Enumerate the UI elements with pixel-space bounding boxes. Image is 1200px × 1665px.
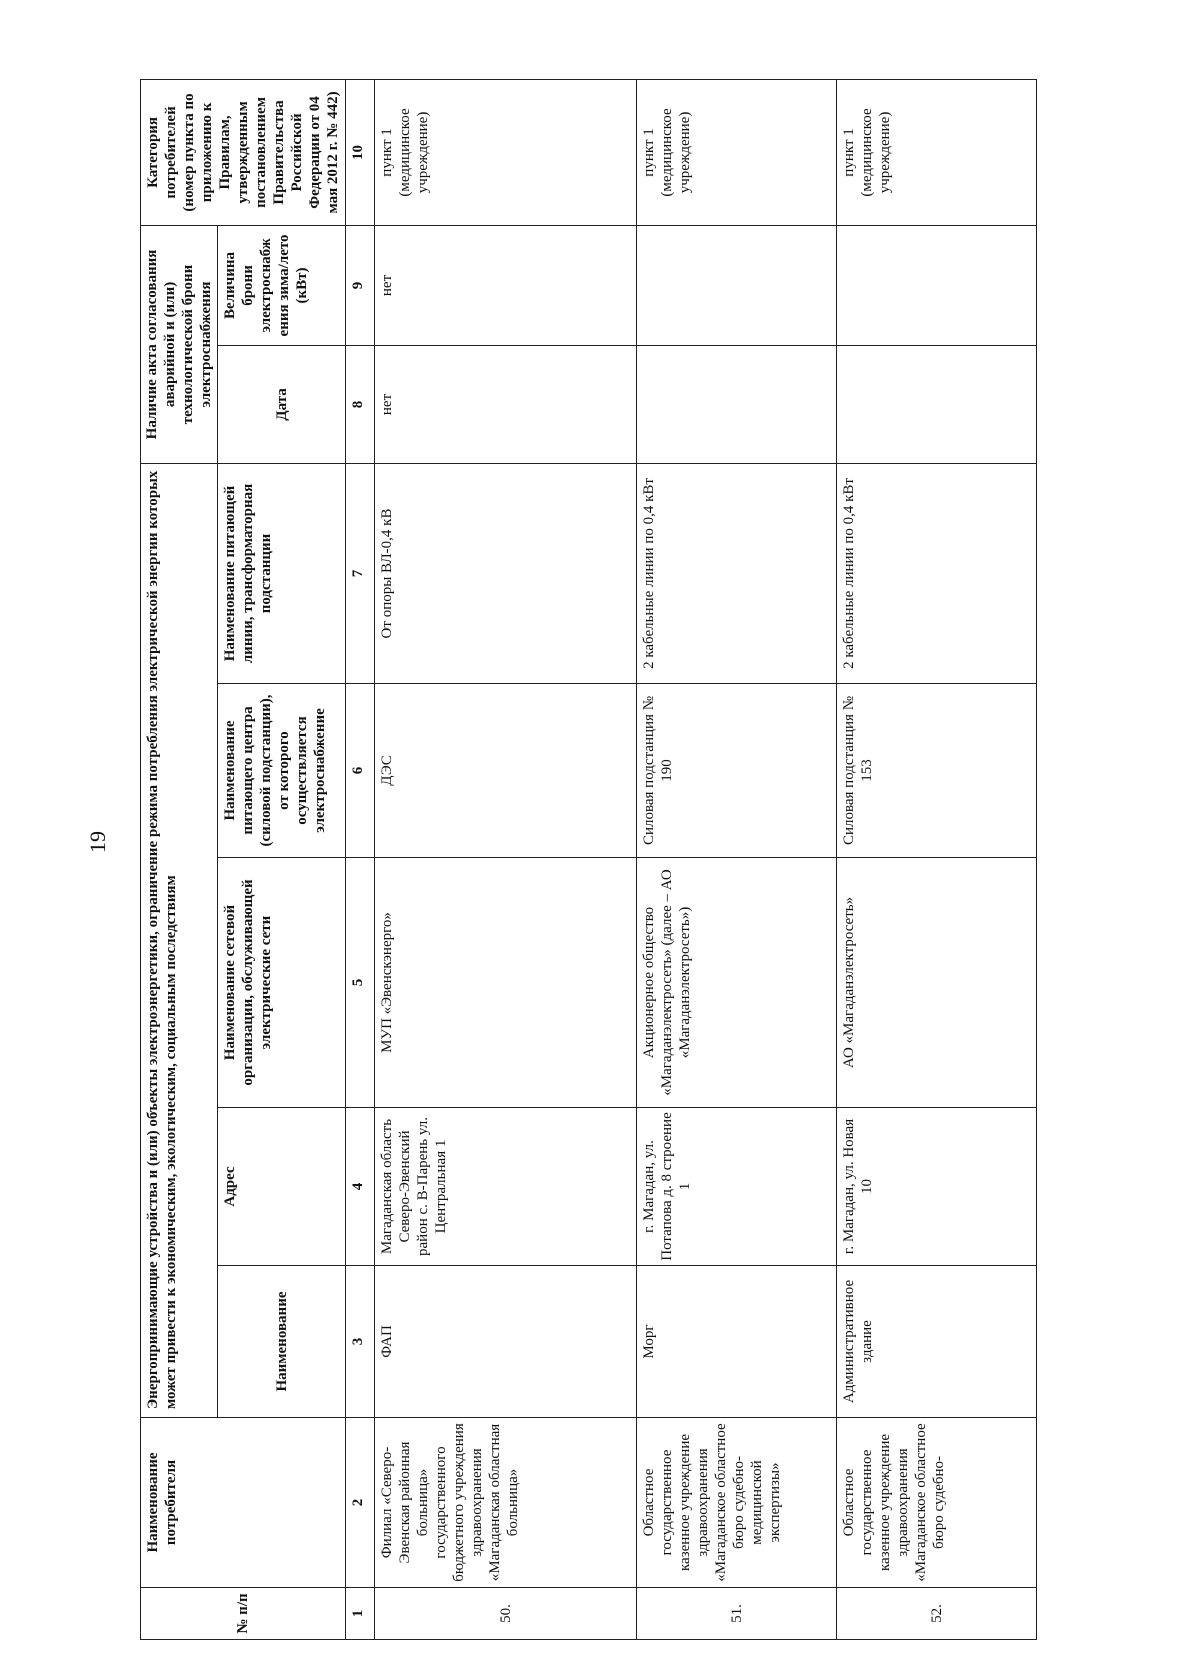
row-date: нет [375,345,637,463]
row-network: АО «Магаданэлектросеть» [837,858,1037,1108]
header-name: Наименование [218,1266,346,1418]
header-reserve: Величина брони электроснабж ения зима/лето (кВт) [218,225,346,345]
row-network: МУП «Эвенскэнерго» [375,858,637,1108]
colnum-10: 10 [346,79,375,225]
row-number: 50. [375,1588,637,1640]
header-category: Категория потребителей (номер пункта по приложению к Правилам, утвержденным постановлением Правительства Российской Федерации от 04 мая 2012 г. № 442) [141,79,346,225]
colnum-9: 9 [346,225,375,345]
row-category: пункт 1 (медицинское учреждение) [375,79,637,225]
row-date [637,345,837,463]
header-network: Наименование сетевой организации, обслуживающей электрические сети [218,858,346,1108]
header-group-act: Наличие акта согласования аварийной и (или) технологической брони электроснабжения [141,225,218,463]
colnum-6: 6 [346,684,375,858]
row-line: От опоры ВЛ-0,4 кВ [375,463,637,683]
row-center: Силовая подстанция № 190 [637,684,837,858]
row-consumer: Областное государственное казенное учреждение здравоохранения «Магаданское областное бюро судебно-медицинской экспертизы» [637,1418,837,1588]
row-consumer: Филиал «Северо-Эвенская районная больница» государственного бюджетного учреждения здравоохранения «Магаданская областная больница» [375,1418,637,1588]
rotated-table-container [140,80,1200,1640]
header-line: Наименование питающей линии, трансформаторная подстанции [218,463,346,683]
row-category: пункт 1 (медицинское учреждение) [637,79,837,225]
row-consumer: Областное государственное казенное учреждение здравоохранения «Магаданское областное бюро судебно- [837,1418,1037,1588]
row-date [837,345,1037,463]
header-consumer: Наименование потребителя [141,1418,346,1588]
row-number: 51. [637,1588,837,1640]
row-reserve [837,225,1037,345]
row-name: Административное здание [837,1266,1037,1418]
row-category: пункт 1 (медицинское учреждение) [837,79,1037,225]
header-group-energy: Энергопринимающие устройства и (или) объекты электроэнергетики, ограничение режима потребления электрической энергии которых может привести к экономическим, экологическим, социальным последствиям [141,463,218,1417]
colnum-4: 4 [346,1108,375,1266]
row-line: 2 кабельные линии по 0,4 кВт [837,463,1037,683]
header-center: Наименование питающего центра (силовой подстанции), от которого осуществляется электроснабжение [218,684,346,858]
colnum-2: 2 [346,1418,375,1588]
colnum-1: 1 [346,1588,375,1640]
row-center: ДЭС [375,684,637,858]
row-line: 2 кабельные линии по 0,4 кВт [637,463,837,683]
header-date: Дата [218,345,346,463]
consumers-table [140,79,1037,1640]
row-network: Акционерное общество «Магаданэлектросеть» (далее – АО «Магаданэлектросеть») [637,858,837,1108]
row-name: Морг [637,1266,837,1418]
colnum-7: 7 [346,463,375,683]
page-number: 19 [85,831,110,853]
row-address: г. Магадан, ул. Потапова д. 8 строение 1 [637,1108,837,1266]
table-row [637,79,837,1639]
row-name: ФАП [375,1266,637,1418]
column-number-row [346,79,375,1639]
header-num: № п/п [141,1588,346,1640]
table-row [375,79,637,1639]
header-address: Адрес [218,1108,346,1266]
table-row [837,79,1037,1639]
colnum-3: 3 [346,1266,375,1418]
colnum-5: 5 [346,858,375,1108]
row-center: Силовая подстанция № 153 [837,684,1037,858]
colnum-8: 8 [346,345,375,463]
row-address: г. Магадан, ул. Новая 10 [837,1108,1037,1266]
row-reserve [637,225,837,345]
row-number: 52. [837,1588,1037,1640]
row-reserve: нет [375,225,637,345]
row-address: Магаданская область Северо-Эвенский район с. В-Парень ул. Центральная 1 [375,1108,637,1266]
